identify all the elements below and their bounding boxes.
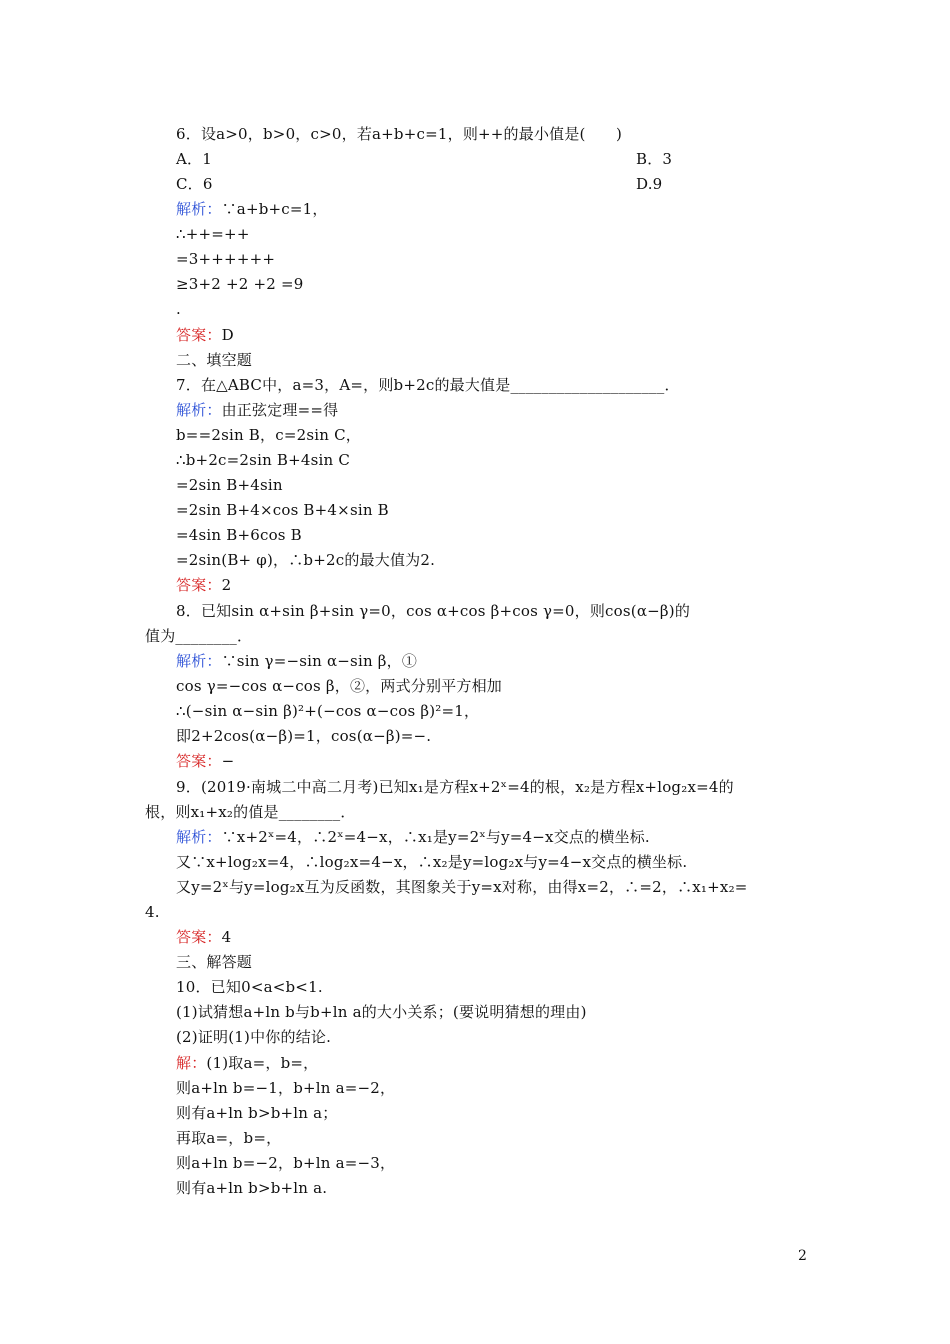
answer-label: 答案： (176, 752, 222, 770)
answer-label: 答案： (176, 326, 222, 344)
question-8-cont: 值为________． (145, 627, 253, 645)
question-9-cont: 根，则x₁+x₂的值是________． (145, 803, 356, 821)
answer-label: 答案： (176, 928, 222, 946)
math-line: =2sin(B+ φ)，∴b+2c的最大值为2. (176, 551, 436, 569)
math-line: =2sin B+4sin (176, 476, 283, 494)
analysis-line: 解析：由正弦定理==得 (176, 401, 339, 419)
answer-line: 答案：D (176, 326, 234, 344)
math-line: 则a+ln b=−2，b+ln a=−3， (176, 1154, 396, 1172)
solution-line: 解：(1)取a=，b=， (176, 1054, 319, 1072)
math-line: 又y=2ˣ与y=log₂x互为反函数，其图象关于y=x对称，由得x=2，∴=2，∴x₁+x₂= (176, 878, 748, 896)
analysis-label: 解析： (176, 652, 222, 670)
answer-line: 答案：4 (176, 928, 232, 946)
analysis-label: 解析： (176, 401, 222, 419)
math-line: 4. (145, 903, 160, 921)
math-line: 再取a=，b=， (176, 1129, 282, 1147)
math-line: . (176, 300, 181, 318)
page-number: 2 (798, 1248, 807, 1264)
question-10: 10．已知0<a<b<1. (176, 978, 323, 996)
math-line: =4sin B+6cos B (176, 526, 302, 544)
analysis-label: 解析： (176, 828, 222, 846)
analysis-line: 解析：∵a+b+c=1， (176, 200, 328, 218)
section-heading: 三、解答题 (176, 953, 253, 971)
choice-row-ab: A．1 B．3 (176, 150, 673, 168)
math-line: ∴++=++ (176, 225, 250, 243)
question-7: 7．在△ABC中，a=3，A=，则b+2c的最大值是____________________． (176, 376, 680, 394)
math-line: ∴(−sin α−sin β)²+(−cos α−cos β)²=1， (176, 702, 480, 720)
math-line: cos γ=−cos α−cos β，②，两式分别平方相加 (176, 677, 502, 695)
choice-row-cd: C．6 D.9 (176, 175, 663, 193)
question-9: 9．(2019·南城二中高二月考)已知x₁是方程x+2ˣ=4的根，x₂是方程x+log₂x=4的 (176, 778, 734, 796)
math-line: 则a+ln b=−1，b+ln a=−2， (176, 1079, 396, 1097)
answer-label: 答案： (176, 576, 222, 594)
math-line: =3++++++ (176, 250, 276, 268)
analysis-label: 解析： (176, 200, 222, 218)
solution-label: 解： (176, 1054, 207, 1072)
section-heading: 二、填空题 (176, 351, 253, 369)
math-line: 则有a+ln b>b+ln a； (176, 1104, 338, 1122)
math-line: 又∵x+log₂x=4，∴log₂x=4−x，∴x₂是y=log₂x与y=4−x交点的横坐标. (176, 853, 688, 871)
math-line: 即2+2cos(α−β)=1，cos(α−β)=−. (176, 727, 432, 745)
math-line: 则有a+ln b>b+ln a. (176, 1179, 328, 1197)
question-10-part2: (2)证明(1)中你的结论. (176, 1028, 332, 1046)
question-6: 6．设a>0，b>0，c>0，若a+b+c=1，则++的最小值是( ) (176, 125, 623, 143)
math-line: =2sin B+4×cos B+4×sin B (176, 501, 389, 519)
question-10-part1: (1)试猜想a+ln b与b+ln a的大小关系；(要说明猜想的理由) (176, 1003, 587, 1021)
answer-line: 答案：− (176, 752, 235, 770)
math-line: ≥3+2 +2 +2 =9 (176, 275, 304, 293)
answer-line: 答案：2 (176, 576, 232, 594)
math-line: ∴b+2c=2sin B+4sin C (176, 451, 351, 469)
analysis-line: 解析：∵x+2ˣ=4，∴2ˣ=4−x，∴x₁是y=2ˣ与y=4−x交点的横坐标. (176, 828, 650, 846)
analysis-line: 解析：∵sin γ=−sin α−sin β，① (176, 652, 418, 670)
question-8: 8．已知sin α+sin β+sin γ=0，cos α+cos β+cos γ=0，则cos(α−β)的 (176, 602, 691, 620)
math-line: b==2sin B，c=2sin C， (176, 426, 361, 444)
